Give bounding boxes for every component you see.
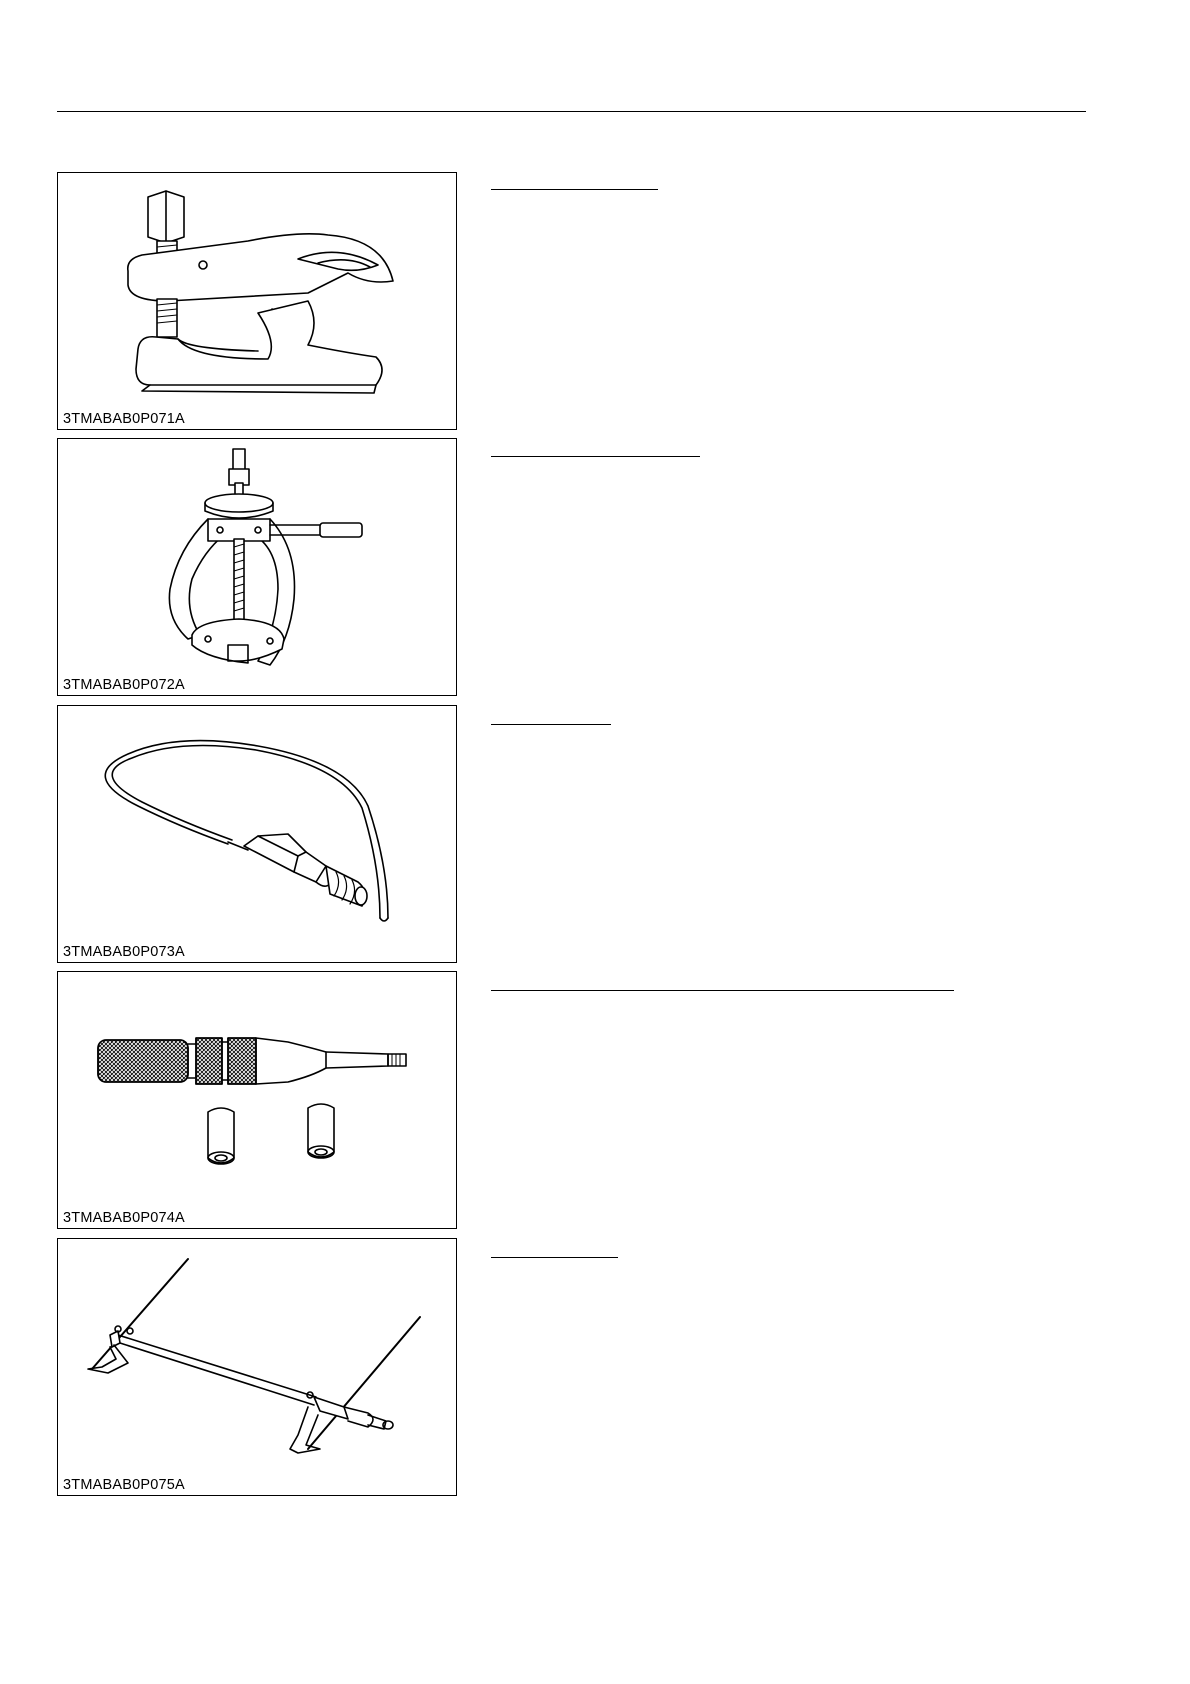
heading-underline-4 xyxy=(491,990,954,991)
heading-underline-1 xyxy=(491,189,658,190)
heading-underline-5 xyxy=(491,1257,618,1258)
three-jaw-puller-icon xyxy=(58,439,458,697)
flexible-probe-icon xyxy=(58,706,458,964)
figure-panel-4 xyxy=(57,971,457,1229)
figure-code: 3TMABAB0P073A xyxy=(63,944,185,960)
bearing-installer-icon xyxy=(58,972,458,1230)
figure-panel-2 xyxy=(57,438,457,696)
tie-rod-end-puller-icon xyxy=(58,173,458,431)
header-rule xyxy=(57,111,1086,112)
figure-code: 3TMABAB0P072A xyxy=(63,677,185,693)
heading-underline-3 xyxy=(491,724,611,725)
figure-code: 3TMABAB0P075A xyxy=(63,1477,185,1493)
heading-underline-2 xyxy=(491,456,700,457)
measuring-bar-icon xyxy=(58,1239,458,1497)
figure-panel-1 xyxy=(57,172,457,430)
figure-code: 3TMABAB0P074A xyxy=(63,1210,185,1226)
figure-panel-3 xyxy=(57,705,457,963)
figure-panel-5 xyxy=(57,1238,457,1496)
figure-code: 3TMABAB0P071A xyxy=(63,411,185,427)
